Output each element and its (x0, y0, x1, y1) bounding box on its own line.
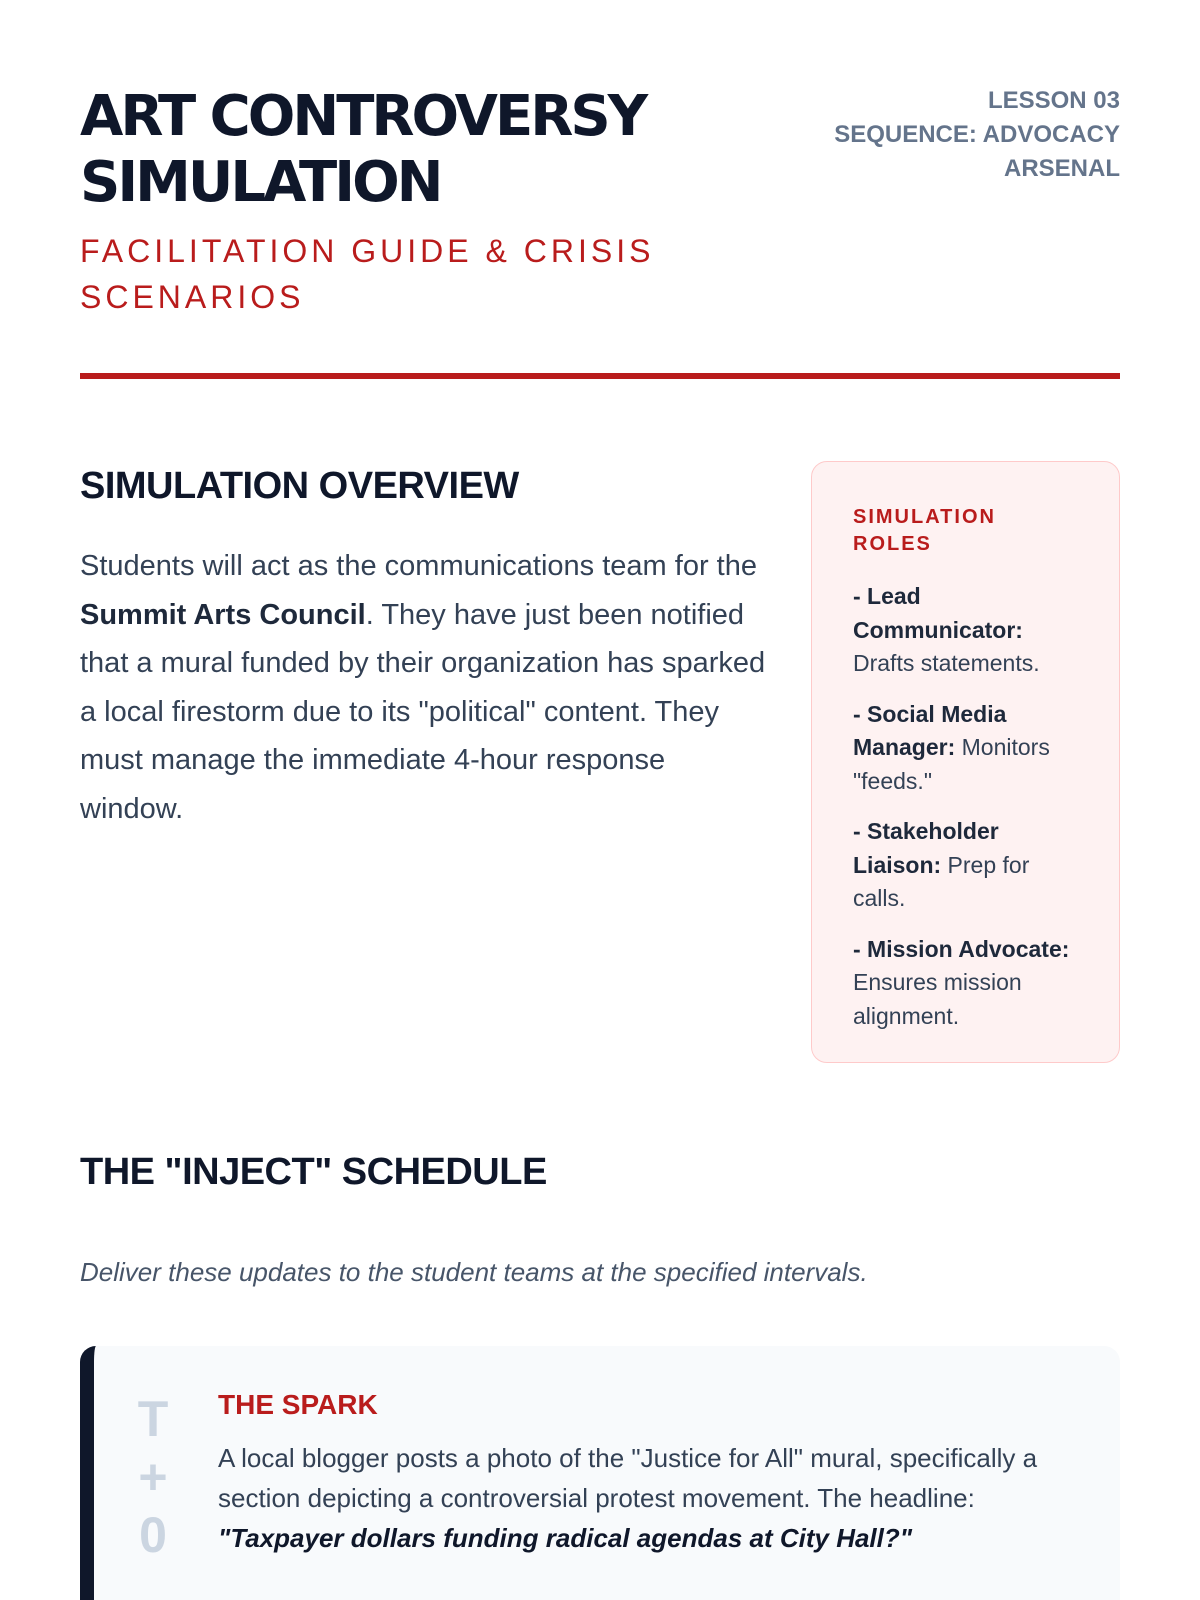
lesson-meta (800, 84, 1120, 186)
role-item (853, 933, 1079, 1034)
page-title (80, 84, 780, 216)
overview-text-after: . They have just been notified that a mural funded by their organization has sparked a local firestorm due to its "political" content. They must manage the immediate 4-hour response window. (80, 598, 766, 825)
page-header (80, 84, 1120, 384)
page-subtitle: FACILITATION GUIDE & CRISIS SCENARIOS (80, 233, 655, 315)
role-description: Drafts statements. (853, 650, 1040, 676)
role-name: - Stakeholder Liaison: (853, 818, 999, 878)
facilitation-guide-page (80, 0, 1120, 1600)
inject-card-spark (80, 1346, 1120, 1600)
time-char: + (138, 1449, 168, 1505)
overview-text-before: Students will act as the communications team for the (80, 550, 757, 582)
inject-title: THE SPARK (218, 1389, 378, 1420)
role-name: - Mission Advocate: (853, 935, 1070, 962)
time-char: T (137, 1391, 169, 1447)
role-item (853, 698, 1079, 799)
title-line-2: SIMULATION (80, 150, 441, 215)
role-description: Prep for calls. (853, 851, 1030, 911)
role-description: Monitors "feeds." (853, 734, 1050, 794)
role-name: - Lead Communicator: (853, 583, 1023, 643)
inject-time-label (132, 1390, 174, 1564)
inject-text: A local blogger posts a photo of the "Justice for All" mural, specifically a section depicting a controversial protest movement. The headline: (218, 1443, 1038, 1513)
simulation-roles-card (811, 461, 1120, 1063)
role-item (853, 815, 1079, 916)
overview-heading: SIMULATION OVERVIEW (80, 465, 519, 507)
role-description: Ensures mission alignment. (853, 969, 1022, 1029)
role-item (853, 580, 1079, 681)
role-name: - Social Media Manager: (853, 700, 1007, 760)
inject-schedule-note: Deliver these updates to the student teams at the specified intervals. (80, 1257, 868, 1287)
header-divider (80, 373, 1120, 379)
roles-title: SIMULATION ROLES (853, 506, 996, 555)
inject-quote: "Taxpayer dollars funding radical agendas at City Hall?" (218, 1523, 913, 1553)
time-char: 0 (139, 1507, 167, 1563)
overview-paragraph (80, 542, 770, 833)
simulation-overview-section (80, 460, 770, 833)
inject-description (218, 1438, 1078, 1558)
inject-schedule-heading: THE "INJECT" SCHEDULE (80, 1151, 547, 1193)
lesson-number: LESSON 03 (987, 87, 1120, 114)
inject-body (218, 1386, 1078, 1558)
lesson-sequence: SEQUENCE: ADVOCACY ARSENAL (834, 121, 1120, 182)
title-line-1: ART CONTROVERSY (80, 84, 646, 149)
organization-name: Summit Arts Council (80, 598, 366, 631)
